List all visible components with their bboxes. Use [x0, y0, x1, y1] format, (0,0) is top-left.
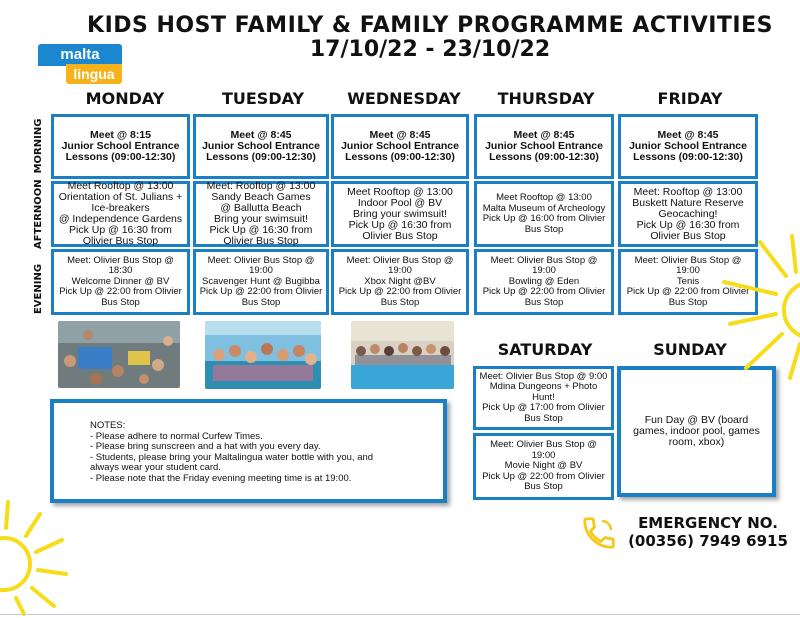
day-monday: MONDAY — [85, 89, 165, 108]
cell-wednesday-afternoon: Meet Rooftop @ 13:00 Indoor Pool @ BV Bring your swimsuit! Pick Up @ 16:30 from Olivier Bus Stop — [331, 181, 469, 247]
sun-icon — [0, 498, 72, 616]
day-friday: FRIDAY — [657, 89, 723, 108]
sun-icon — [716, 232, 800, 382]
notes-line: - Please adhere to normal Curfew Times. — [90, 430, 263, 442]
logo-lingua: lingua — [66, 64, 122, 84]
cell-tuesday-afternoon: Meet: Rooftop @ 13:00 Sandy Beach Games @ Ballutta Beach Bring your swimsuit! Pick Up @ 16:30 from Olivier Bus Stop — [193, 181, 329, 247]
notes-heading: NOTES: — [90, 420, 126, 431]
page-title: KIDS HOST FAMILY & FAMILY PROGRAMME ACTIVITIES — [87, 13, 773, 38]
row-label-morning: MORNING — [33, 118, 44, 174]
cell-thursday-afternoon: Meet Rooftop @ 13:00 Malta Museum of Archeology Pick Up @ 16:00 from Olivier Bus Stop — [474, 181, 614, 247]
cell-friday-afternoon: Meet: Rooftop @ 13:00 Buskett Nature Reserve Geocaching! Pick Up @ 16:30 from Olivier Bus Stop — [618, 181, 758, 247]
phone-icon — [580, 514, 618, 552]
cell-thursday-morning: Meet @ 8:45 Junior School Entrance Lessons (09:00-12:30) — [474, 114, 614, 179]
footer-divider — [0, 614, 800, 615]
cell-thursday-evening: Meet: Olivier Bus Stop @ 19:00 Bowling @ Eden Pick Up @ 22:00 from Olivier Bus Stop — [474, 249, 614, 315]
group-photo-1 — [58, 321, 180, 388]
cell-tuesday-morning: Meet @ 8:45 Junior School Entrance Lessons (09:00-12:30) — [193, 114, 329, 179]
date-range: 17/10/22 - 23/10/22 — [309, 37, 551, 62]
cell-friday-evening: Meet: Olivier Bus Stop @ 19:00 Tenis Pick Up @ 22:00 from Olivier Bus Stop — [618, 249, 758, 315]
cell-sunday: Fun Day @ BV (board games, indoor pool, games room, xbox) — [617, 366, 776, 497]
cell-saturday-day: Meet: Olivier Bus Stop @ 9:00 Mdina Dungeons + Photo Hunt! Pick Up @ 17:00 from Olivier Bus Stop — [473, 366, 614, 430]
row-label-evening: EVENING — [33, 263, 44, 315]
day-wednesday: WEDNESDAY — [347, 89, 461, 108]
cell-wednesday-evening: Meet: Olivier Bus Stop @ 19:00 Xbox Night @BV Pick Up @ 22:00 from Olivier Bus Stop — [331, 249, 469, 315]
notes-box — [50, 399, 447, 503]
day-sunday: SUNDAY — [653, 340, 727, 359]
cell-tuesday-evening: Meet: Olivier Bus Stop @ 19:00 Scavenger Hunt @ Bugibba Pick Up @ 22:00 from Olivier Bus Stop — [193, 249, 329, 315]
group-photo-2 — [205, 321, 321, 389]
cell-friday-morning: Meet @ 8:45 Junior School Entrance Lessons (09:00-12:30) — [618, 114, 758, 179]
group-photo-3 — [351, 321, 454, 389]
notes-line: - Please note that the Friday evening meeting time is at 19:00. — [90, 472, 352, 484]
cell-monday-morning: Meet @ 8:15 Junior School Entrance Lessons (09:00-12:30) — [51, 114, 190, 179]
day-thursday: THURSDAY — [497, 89, 595, 108]
row-label-afternoon: AFTERNOON — [33, 179, 44, 249]
day-saturday: SATURDAY — [497, 340, 593, 359]
emergency-number: (00356) 7949 6915 — [628, 532, 788, 550]
day-tuesday: TUESDAY — [221, 89, 305, 108]
cell-wednesday-morning: Meet @ 8:45 Junior School Entrance Lessons (09:00-12:30) — [331, 114, 469, 179]
cell-monday-evening: Meet: Olivier Bus Stop @ 18:30 Welcome Dinner @ BV Pick Up @ 22:00 from Olivier Bus Stop — [51, 249, 190, 315]
notes-line: always wear your student card. — [90, 462, 221, 473]
emergency-label: EMERGENCY NO. — [638, 514, 778, 532]
cell-saturday-evening: Meet: Olivier Bus Stop @ 19:00 Movie Night @ BV Pick Up @ 22:00 from Olivier Bus Stop — [473, 433, 614, 500]
cell-monday-afternoon: Meet Rooftop @ 13:00 Orientation of St. Julians + Ice-breakers @ Independence Gardens Pick Up @ 16:30 from Olivier Bus Stop — [51, 181, 190, 247]
notes-line: - Students, please bring your Maltalingua water bottle with you, and — [90, 451, 374, 463]
notes-line: - Please bring sunscreen and a hat with you every day. — [90, 441, 321, 452]
logo-malta: malta — [38, 44, 122, 66]
